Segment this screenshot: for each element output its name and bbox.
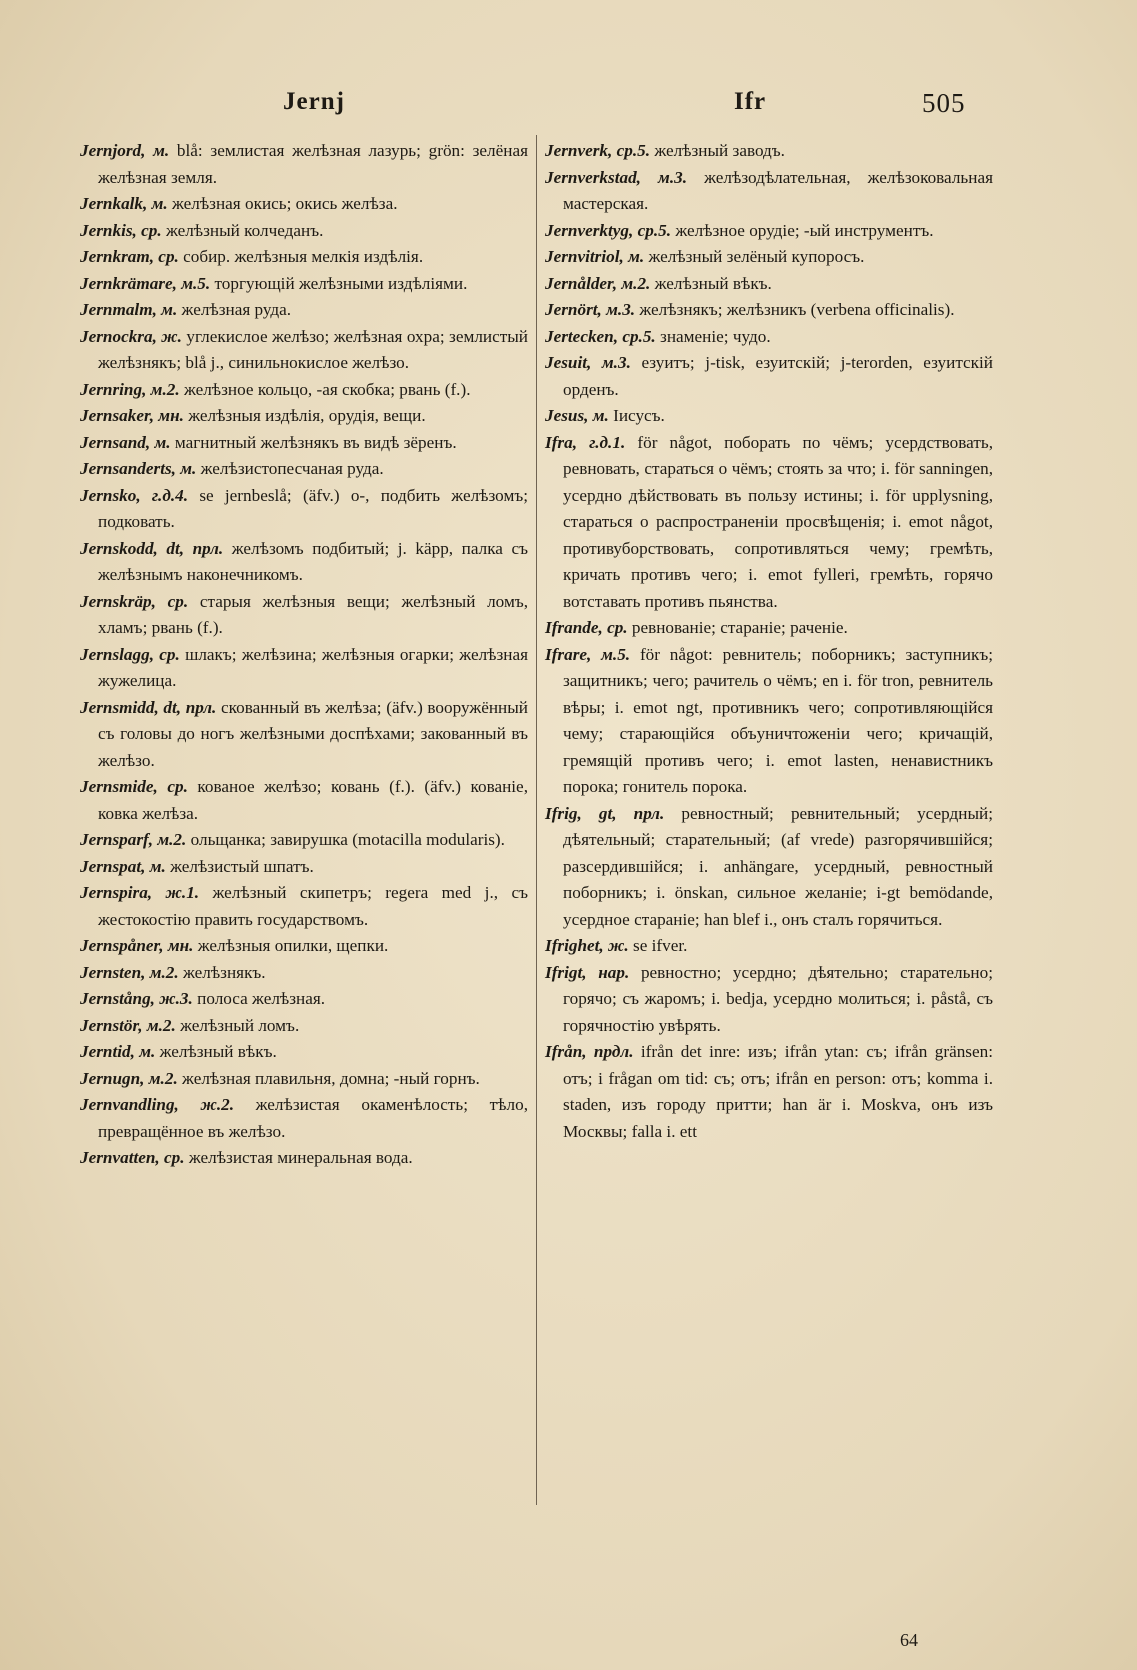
dictionary-entry (80, 642, 528, 695)
dictionary-entry (545, 165, 993, 218)
dictionary-entry (80, 403, 528, 430)
entry-definition: торгующій желѣзными издѣліями. (210, 273, 468, 293)
entry-definition: желѣзный скипетръ; regera med j., съ жестокостію править государствомъ. (98, 883, 528, 929)
entry-definition: желѣзнякъ; желѣзникъ (verbena officinalis). (635, 300, 955, 319)
entry-headword: Jernört, м.3. (545, 300, 636, 319)
entry-headword: Jerntid, м. (80, 1042, 156, 1061)
entry-definition: Іисусъ. (608, 406, 665, 425)
dictionary-entry (80, 774, 528, 827)
dictionary-entry (545, 801, 993, 934)
entry-headword: Jernålder, м.2. (545, 273, 651, 293)
dictionary-entry (545, 218, 993, 245)
dictionary-entry (80, 589, 528, 642)
entry-definition: полоса желѣзная. (192, 989, 326, 1008)
dictionary-entry (80, 430, 528, 457)
dictionary-entry (80, 138, 528, 191)
entry-definition: för något: ревнитель; поборникъ; заступникъ; защитникъ; чего; рачитель о чёмъ; en i. för tron, ревнитель вѣры; i. emot ngt, противникъ чего; сопротивляющійся чему; старающійся объуничтоженіи чего; кричащій, гремящій противъ чего; i. emot lasten, ненавистникъ порока; гонитель порока. (563, 644, 993, 796)
right-column (545, 138, 993, 1145)
entry-definition: se jernbeslå; (äfv.) о-, подбить желѣзомъ; подковать. (98, 485, 528, 531)
entry-definition: кованое желѣзо; ковань (f.). (äfv.) кованіе, ковка желѣза. (98, 777, 528, 823)
dictionary-entry (80, 695, 528, 775)
entry-definition: собир. желѣзныя мелкія издѣлія. (178, 247, 424, 266)
entry-definition: желѣзныя опилки, щепки. (193, 936, 389, 955)
dictionary-entry (80, 1066, 528, 1093)
entry-definition: se ifver. (628, 936, 688, 955)
entry-definition: желѣзная руда. (177, 300, 292, 319)
entry-headword: Jertecken, ср.5. (545, 326, 656, 346)
entry-headword: Jernsmidd, dt, прл. (80, 697, 217, 717)
dictionary-entry (80, 456, 528, 483)
entry-headword: Ifrån, прдл. (545, 1042, 634, 1061)
entry-definition: углекислое желѣзо; желѣзная охра; землистый желѣзнякъ; blå j., синильнокислое желѣзо. (98, 326, 528, 372)
entry-definition: желѣзный вѣкъ. (650, 273, 772, 293)
entry-definition: знаменіе; чудо. (655, 326, 771, 346)
entry-definition: för något, поборать по чёмъ; усердствовать, ревновать, стараться о чёмъ; стоять за что; i. för sanningen, усердно дѣйствовать въ пользу истины; i. för upplysning, стараться о распространеніи просвѣщенія; i. emot något, противуборствовать, сопротивляться чему; гремѣть, кричать противъ чего; i. emot fylleri, гремѣть, горячо вотставать противъ пьянства. (563, 432, 993, 611)
entry-headword: Ifrare, м.5. (545, 644, 631, 664)
entry-headword: Jernspat, м. (80, 856, 166, 876)
entry-headword: Jernsanderts, м. (80, 459, 197, 478)
entry-headword: Jernspira, ж.1. (80, 883, 200, 902)
dictionary-entry (545, 933, 993, 960)
entry-definition: скованный въ желѣза; (äfv.) вооружённый съ головы до ногъ желѣзными доспѣхами; закованный въ желѣзо. (98, 697, 529, 770)
entry-headword: Jernstång, ж.3. (80, 989, 193, 1008)
entry-definition: езуитъ; j-tisk, езуитскій; j-terorden, езуитскій орденъ. (563, 353, 993, 399)
entry-headword: Jernvandling, ж.2. (80, 1095, 235, 1114)
dictionary-entry (80, 880, 528, 933)
entry-definition: желѣзнякъ. (178, 962, 266, 982)
dictionary-entry (545, 271, 993, 298)
dictionary-entry (80, 244, 528, 271)
entry-headword: Jernkram, ср. (80, 247, 179, 266)
dictionary-entry (80, 191, 528, 218)
dictionary-entry (545, 642, 993, 801)
dictionary-entry (80, 1013, 528, 1040)
entry-headword: Jernverk, ср.5. (545, 141, 651, 160)
entry-headword: Jernskräp, ср. (80, 591, 189, 611)
dictionary-entry (80, 218, 528, 245)
entry-headword: Jernkalk, м. (80, 194, 168, 213)
entry-headword: Jernjord, м. (80, 141, 170, 160)
dictionary-entry (80, 271, 528, 298)
dictionary-entry (80, 827, 528, 854)
dictionary-entry (545, 615, 993, 642)
entry-definition: blå: землистая желѣзная лазурь; grön: зелёная желѣзная земля. (98, 141, 528, 187)
entry-definition: старыя желѣзныя вещи; желѣзный ломъ, хламъ; рвань (f.). (98, 591, 528, 637)
entry-headword: Jernslagg, ср. (80, 644, 180, 664)
entry-definition: желѣзистый шпатъ. (165, 856, 314, 876)
entry-definition: шлакъ; желѣзина; желѣзныя огарки; желѣзная жужелица. (98, 644, 529, 690)
entry-headword: Jernvatten, ср. (80, 1148, 185, 1167)
dictionary-entry (80, 536, 528, 589)
dictionary-entry (80, 1039, 528, 1066)
entry-headword: Jernstör, м.2. (80, 1015, 176, 1035)
dictionary-entry (80, 986, 528, 1013)
dictionary-entry (545, 244, 993, 271)
entry-headword: Ifrande, ср. (545, 618, 628, 637)
entry-headword: Jernockra, ж. (80, 326, 182, 346)
entry-definition: магнитный желѣзнякъ въ видѣ зёренъ. (170, 432, 457, 452)
entry-headword: Ifra, г.д.1. (545, 432, 626, 452)
entry-definition: желѣзная плавильня, домна; -ный горнъ. (177, 1068, 480, 1088)
dictionary-entry (545, 960, 993, 1040)
entry-definition: ревностный; ревнительный; усердный; дѣятельный; старательный; (af vrede) разгорячившійся; разсердившійся; i. anhängare, усердный, ревностный поборникъ; i. önskan, сильное желаніе; i-gt bemödande, усердное стараніе; han blef i., онъ сталъ горячиться. (563, 803, 993, 929)
entry-definition: желѣзный колчеданъ. (161, 220, 324, 240)
dictionary-entry (80, 297, 528, 324)
column-divider (536, 135, 537, 1505)
entry-headword: Jernring, м.2. (80, 379, 180, 399)
dictionary-entry (545, 297, 993, 324)
entry-headword: Jernsten, м.2. (80, 962, 179, 982)
entry-headword: Jernverkstad, м.3. (545, 167, 688, 187)
dictionary-entry (80, 933, 528, 960)
entry-headword: Jernkrämare, м.5. (80, 273, 211, 293)
entry-headword: Jernsaker, мн. (80, 406, 184, 425)
entry-headword: Jernugn, м.2. (80, 1068, 178, 1088)
entry-headword: Ifrig, gt, прл. (545, 803, 665, 823)
dictionary-entry (545, 138, 993, 165)
entry-definition: желѣзный зелёный купоросъ. (644, 247, 865, 266)
entry-headword: Jernvitriol, м. (545, 247, 645, 266)
entry-definition: желѣзное кольцо, -ая скобка; рвань (f.). (179, 379, 471, 399)
dictionary-entry (80, 1145, 528, 1172)
signature-mark: 64 (900, 1630, 918, 1650)
dictionary-entry (80, 960, 528, 987)
dictionary-entry (80, 377, 528, 404)
entry-definition: ревнованіе; стараніе; раченіе. (627, 618, 848, 637)
dictionary-entry (545, 1039, 993, 1145)
entry-headword: Jernsmide, ср. (80, 777, 188, 796)
entry-definition: желѣзное орудіе; -ый инструментъ. (671, 220, 934, 240)
page-number: 505 (922, 88, 966, 118)
entry-headword: Jernverktyg, ср.5. (545, 220, 672, 240)
entry-definition: желѣзныя издѣлія, орудія, вещи. (183, 406, 426, 425)
entry-headword: Jesus, м. (545, 406, 609, 425)
running-head-right: Ifr (734, 88, 767, 115)
entry-headword: Jernsparf, м.2. (80, 830, 187, 849)
entry-definition: желѣзная окись; окись желѣза. (167, 194, 398, 213)
entry-definition: желѣзный ломъ. (175, 1015, 300, 1035)
entry-headword: Jernkis, ср. (80, 220, 162, 240)
dictionary-entry (80, 324, 528, 377)
entry-headword: Ifrighet, ж. (545, 936, 629, 955)
entry-headword: Jesuit, м.3. (545, 353, 631, 372)
entry-definition: желѣзистая минеральная вода. (184, 1148, 413, 1167)
left-column (80, 138, 528, 1172)
entry-definition: ifrån det inre: изъ; ifrån ytan: съ; ifrån gränsen: отъ; i frågan om tid: съ; отъ; ifrån en person: отъ; komma i. staden, изъ городу притти; han är i. Moskva, онъ изъ Москвы; falla i. ett (563, 1042, 993, 1141)
entry-definition: желѣзистая окаменѣлость; тѣло, превращённое въ желѣзо. (98, 1095, 528, 1141)
entry-headword: Jernmalm, м. (80, 300, 178, 319)
entry-definition: желѣзный заводъ. (650, 141, 785, 160)
entry-headword: Jernsand, м. (80, 432, 171, 452)
entry-headword: Jernspåner, мн. (80, 936, 194, 955)
entry-definition: желѣзодѣлательная, желѣзоковальная мастерская. (563, 167, 993, 213)
dictionary-entry (80, 854, 528, 881)
dictionary-entry (545, 350, 993, 403)
dictionary-entry (80, 1092, 528, 1145)
entry-headword: Jernsko, г.д.4. (80, 485, 189, 505)
entry-headword: Ifrigt, нар. (545, 962, 630, 982)
entry-definition: желѣзомъ подбитый; j. käpp, палка съ желѣзнымъ наконечникомъ. (98, 538, 528, 584)
dictionary-entry (80, 483, 528, 536)
entry-definition: ревностно; усердно; дѣятельно; старательно; горячо; съ жаромъ; i. bedja, усердно молиться; i. påstå, съ горячностію увѣрять. (563, 962, 993, 1035)
entry-definition: ольщанка; завирушка (motacilla modularis). (186, 830, 505, 849)
running-head-left: Jernj (283, 88, 345, 115)
dictionary-entry (545, 430, 993, 616)
dictionary-entry (545, 324, 993, 351)
entry-definition: желѣзистопесчаная руда. (196, 459, 384, 478)
entry-headword: Jernskodd, dt, прл. (80, 538, 224, 558)
entry-definition: желѣзный вѣкъ. (155, 1042, 277, 1061)
dictionary-entry (545, 403, 993, 430)
